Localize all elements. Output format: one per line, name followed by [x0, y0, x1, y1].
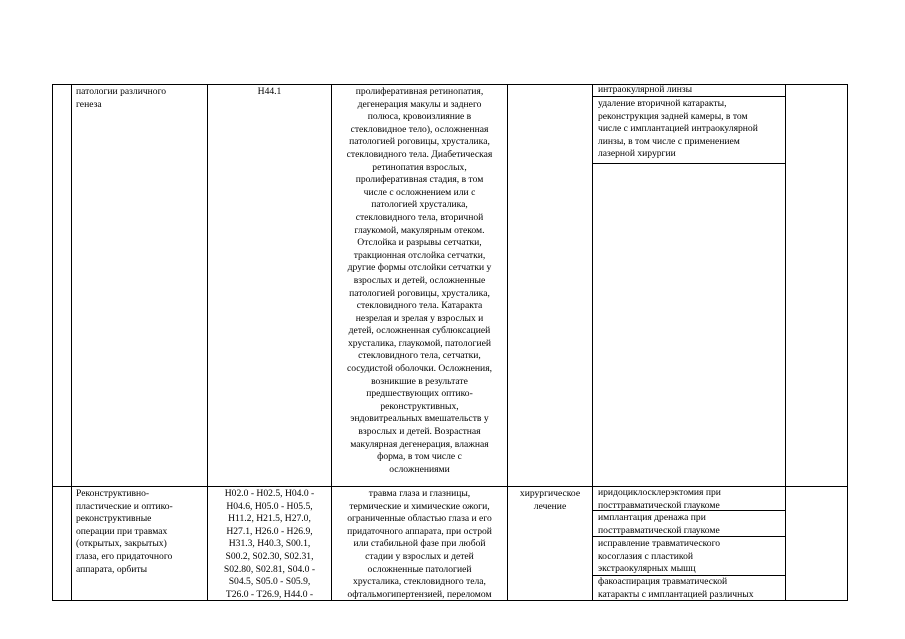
text-line: лазерной хирургии [598, 148, 676, 160]
document-table [52, 84, 848, 601]
text-line: патологией хрусталика, [371, 199, 468, 211]
col-border-1 [71, 84, 72, 601]
text-line: предшествующих оптико- [366, 388, 473, 400]
text-line: аппарата, орбиты [76, 563, 148, 575]
text-line: H31.3, H40.3, S00.1, [228, 538, 311, 550]
text-line: H04.6, H05.0 - H05.5, [226, 500, 313, 512]
text-line: стекловидное тело), осложненная [350, 123, 489, 135]
text-line: глаукомой, макулярным отеком. [354, 224, 485, 236]
text-line: ограниченные областью глаза и его [347, 513, 492, 525]
text-line: дегенерация макулы и заднего [357, 98, 482, 110]
text-line: H27.1, H26.0 - H26.9, [226, 525, 313, 537]
text-line: числе с осложнением или с [363, 186, 476, 198]
text-line: генеза [76, 98, 102, 110]
text-line: хирургическое [519, 488, 581, 499]
row2-code [208, 488, 331, 600]
text-line: стекловидного тела. Катаракта [356, 300, 483, 312]
text-line: макулярная дегенерация, влажная [350, 438, 489, 450]
row2-model [332, 488, 507, 600]
row1-model [332, 86, 507, 482]
text-line: ретинопатия взрослых, [372, 161, 467, 173]
col-border-5 [592, 84, 593, 601]
row2-method-1 [598, 487, 784, 512]
text-line: офтальмогипертензией, переломом [347, 588, 492, 600]
col-border-7 [847, 84, 848, 601]
row2-method-2 [598, 512, 784, 537]
col-border-0 [52, 84, 53, 601]
text-line: форма, в том числе с [377, 451, 462, 463]
text-line: возникшие в результате [371, 375, 468, 387]
text-line: осложнениями [389, 463, 450, 475]
text-line: интраокулярной линзы [598, 84, 693, 95]
text-line: факоаспирация травматической [598, 576, 728, 587]
text-line: стекловидного тела. Диабетическая [346, 148, 493, 160]
row1-method-1 [598, 84, 784, 97]
text-line: стадии у взрослых и детей [365, 550, 474, 562]
text-line: H44.1 [257, 86, 282, 97]
row2-method-3 [598, 538, 784, 576]
text-line: полюса, кровоизлияние в [367, 111, 472, 123]
text-line: катаракты с имплантацией различных [598, 588, 754, 600]
text-line: исправление травматического [598, 538, 721, 549]
text-line: реконструктивных, [380, 400, 459, 412]
text-line: пролиферативная стадия, в том [355, 174, 484, 186]
text-line: стекловидного тела, сетчатки, [358, 350, 481, 362]
text-line: Отслойка и разрывы сетчатки, [357, 237, 482, 249]
text-line: или стабильной фазе при любой [353, 538, 486, 550]
text-line: патологией роговицы, хрусталика, [349, 287, 490, 299]
text-line: хрусталика, глаукомой, патологией [348, 337, 491, 349]
text-line: посттравматической глаукоме [598, 524, 720, 536]
text-line: реконструктивные [76, 513, 152, 525]
text-line: эндовитреальных вмешательств у [350, 413, 489, 425]
text-line: незрелая и зрелая у взрослых и [355, 312, 484, 324]
text-line: пролиферативная ретинопатия, [355, 86, 484, 97]
col-border-6 [785, 84, 786, 601]
text-line: S04.5, S05.0 - S05.9, [228, 576, 311, 588]
text-line: удаление вторичной катаракты, [598, 98, 727, 109]
text-line: экстраокулярных мышц [598, 563, 696, 575]
col-border-4 [507, 84, 508, 601]
row2-treatment [508, 488, 592, 513]
text-line: (открытых, закрытых) [76, 538, 167, 550]
text-line: тракционная отслойка сетчатки, [353, 249, 486, 261]
row2-method-4 [598, 576, 784, 601]
text-line: Реконструктивно- [76, 488, 150, 499]
text-line: лечение [533, 500, 567, 512]
text-line: иридоциклосклерэктомия при [598, 487, 721, 498]
text-line: пластические и оптико- [76, 500, 173, 512]
text-line: взрослых и детей. Возрастная [358, 426, 481, 438]
text-line: придаточного аппарата, при острой [347, 525, 492, 537]
method-divider [592, 163, 786, 164]
text-line: взрослых и детей, осложненные [353, 274, 486, 286]
text-line: стекловидного тела, вторичной [355, 211, 484, 223]
text-line: термические и химические ожоги, [349, 500, 490, 512]
text-line: H02.0 - H02.5, H04.0 - [224, 488, 315, 499]
text-line: операции при травмах [76, 525, 168, 537]
text-line: сосудистой оболочки. Осложнения, [346, 363, 493, 375]
text-line: осложненные патологией [367, 563, 472, 575]
text-line: косоглазия с пластикой [598, 550, 694, 562]
text-line: патологией роговицы, хрусталика, [349, 136, 490, 148]
text-line: числе с имплантацией интраокулярной [598, 123, 758, 135]
text-line: имплантация дренажа при [598, 512, 706, 523]
text-line: другие формы отслойки сетчатки у [347, 262, 492, 274]
text-line: T26.0 - T26.9, H44.0 - [225, 588, 314, 600]
text-line: H11.2, H21.5, H27.0, [228, 513, 311, 525]
text-line: реконструкция задней камеры, в том [598, 110, 748, 122]
text-line: травма глаза и глазницы, [368, 488, 471, 499]
text-line: S02.80, S02.81, S04.0 - [223, 563, 316, 575]
text-line: глаза, его придаточного [76, 550, 173, 562]
text-line: посттравматической глаукоме [598, 499, 720, 511]
row2-name [76, 488, 206, 576]
text-line: S00.2, S02.30, S02.31, [225, 550, 314, 562]
row1-method-2 [598, 98, 784, 161]
text-line: патологии различного [76, 86, 167, 97]
text-line: детей, осложненная сублюксацией [348, 325, 491, 337]
row1-name [76, 86, 204, 111]
row1-code [208, 86, 331, 99]
text-line: хрусталика, стекловидного тела, [353, 576, 486, 588]
text-line: линзы, в том числе с применением [598, 135, 740, 147]
